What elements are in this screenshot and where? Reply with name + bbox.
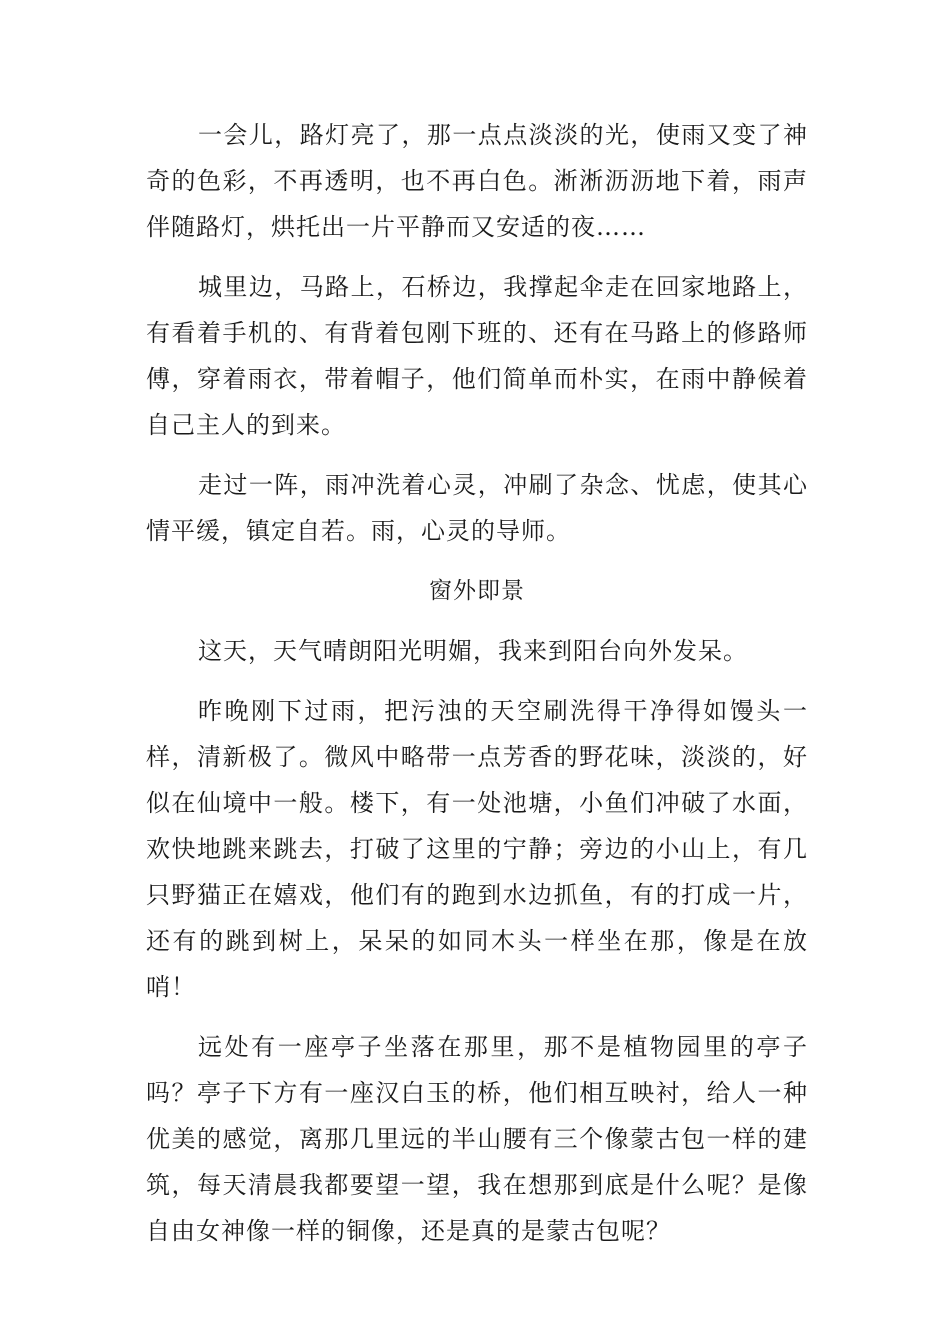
paragraph-sunny-day: 这天，天气晴朗阳光明媚，我来到阳台向外发呆。 bbox=[198, 637, 748, 665]
paragraph-city-walk: 城里边，马路上，石桥边，我撑起伞走在回家地路上，有看着手机的、有背着包刚下班的、还有在马路上的修路师傅，穿着雨衣，带着帽子，他们简单而朴实，在雨中静候着自己主人的到来。 bbox=[146, 273, 808, 439]
document-body bbox=[146, 112, 808, 1268]
section-title: 窗外即景 bbox=[429, 578, 525, 604]
paragraph-rain-mentor: 走过一阵，雨冲洗着心灵，冲刷了杂念、忧虑，使其心情平缓，镇定自若。雨，心灵的导师。 bbox=[146, 471, 808, 545]
paragraph-streetlight: 一会儿，路灯亮了，那一点点淡淡的光，使雨又变了神奇的色彩，不再透明，也不再白色。淅淅沥沥地下着，雨声伴随路灯，烘托出一片平静而又安适的夜…… bbox=[146, 121, 808, 241]
paragraph-after-rain: 昨晚刚下过雨，把污浊的天空刷洗得干净得如馒头一样，清新极了。微风中略带一点芳香的野花味，淡淡的，好似在仙境中一般。楼下，有一处池塘，小鱼们冲破了水面，欢快地跳来跳去，打破了这里的宁静；旁边的小山上，有几只野猫正在嬉戏，他们有的跑到水边抓鱼，有的打成一片，还有的跳到树上，呆呆的如同木头一样坐在那，像是在放哨！ bbox=[146, 697, 808, 1001]
paragraph-pavilion: 远处有一座亭子坐落在那里，那不是植物园里的亭子吗？亭子下方有一座汉白玉的桥，他们相互映衬，给人一种优美的感觉，离那几里远的半山腰有三个像蒙古包一样的建筑，每天清晨我都要望一望，我在想那到底是什么呢？是像自由女神像一样的铜像，还是真的是蒙古包呢？ bbox=[146, 1033, 808, 1245]
